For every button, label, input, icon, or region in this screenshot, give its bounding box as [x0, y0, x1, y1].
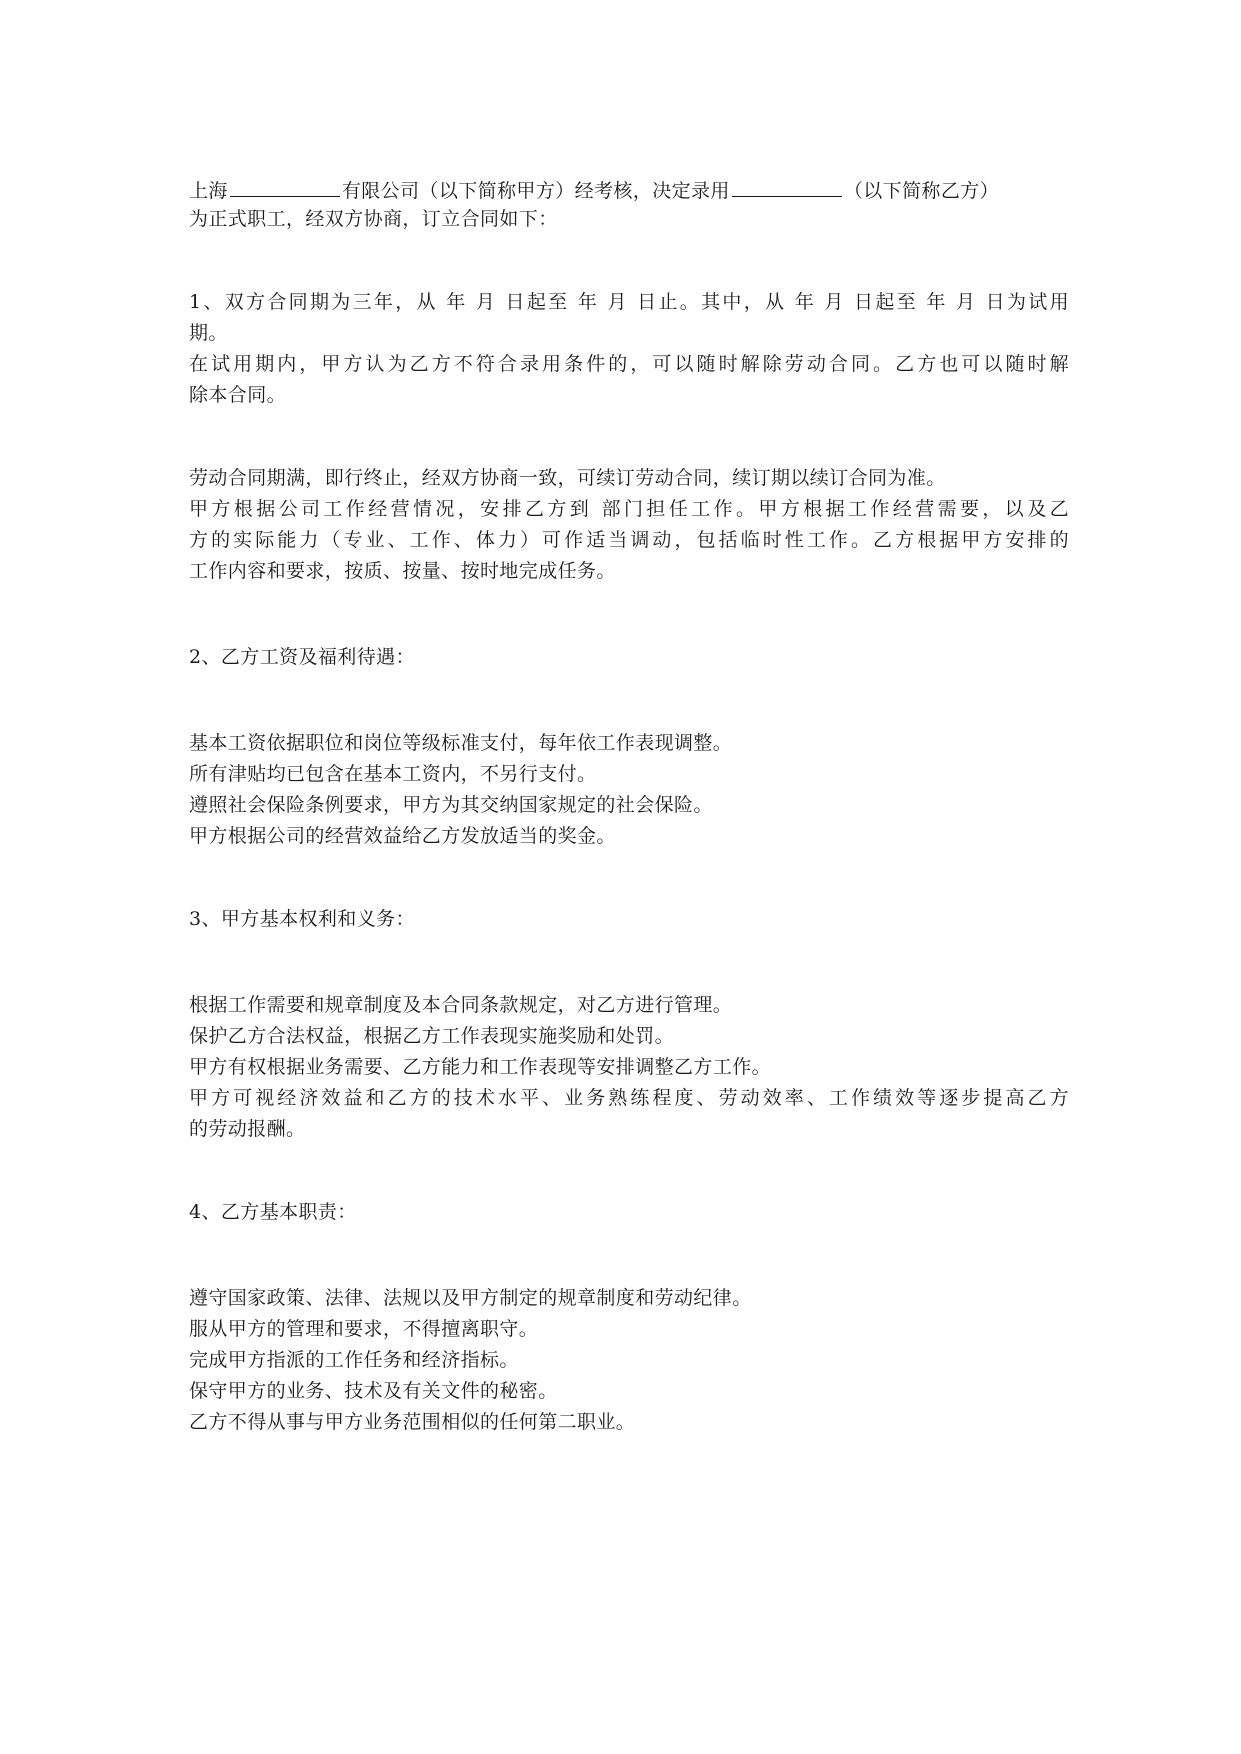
- intro-text-employee: （以下简称乙方）: [843, 180, 1000, 202]
- intro-text-company: 有限公司（以下简称甲方）经考核，决定录用: [341, 180, 730, 202]
- employee-name-blank: [732, 176, 842, 197]
- section3-item-3: 甲方有权根据业务需要、乙方能力和工作表现等安排调整乙方工作。: [189, 1056, 772, 1078]
- section4-item-3: 完成甲方指派的工作任务和经济指标。: [189, 1349, 519, 1371]
- section2-item-3: 遵照社会保险条例要求，甲方为其交纳国家规定的社会保险。: [189, 794, 713, 816]
- intro-text-city: 上海: [189, 180, 228, 202]
- section3-item-1: 根据工作需要和规章制度及本合同条款规定，对乙方进行管理。: [189, 994, 733, 1016]
- section4-item-2: 服从甲方的管理和要求，不得擅离职守。: [189, 1318, 539, 1340]
- section1-line-3: 在试用期内，甲方认为乙方不符合录用条件的，可以随时解除劳动合同。乙方也可以随时解: [189, 353, 1069, 375]
- section1-line-7: 方的实际能力（专业、工作、体力）可作适当调动，包括临时性工作。乙方根据甲方安排的: [189, 529, 1069, 551]
- section1-line-5: 劳动合同期满，即行终止，经双方协商一致，可续订劳动合同，续订期以续订合同为准。: [189, 467, 946, 489]
- company-name-blank: [230, 176, 340, 197]
- section3-item-4: 甲方可视经济效益和乙方的技术水平、业务熟练程度、劳动效率、工作绩效等逐步提高乙方: [189, 1087, 1069, 1109]
- section4-item-5: 乙方不得从事与甲方业务范围相似的任何第二职业。: [189, 1411, 636, 1433]
- section1-line-1: 1、双方合同期为三年，从 年 月 日起至 年 月 日止。其中，从 年 月 日起至 年 月 日为试用: [189, 291, 1069, 313]
- section2-item-4: 甲方根据公司的经营效益给乙方发放适当的奖金。: [189, 825, 616, 847]
- section3-item-2: 保护乙方合法权益，根据乙方工作表现实施奖励和处罚。: [189, 1025, 675, 1047]
- section2-item-2: 所有津贴均已包含在基本工资内，不另行支付。: [189, 763, 597, 785]
- intro-line-1: [189, 176, 1069, 203]
- section4-item-4: 保守甲方的业务、技术及有关文件的秘密。: [189, 1380, 558, 1402]
- section2-item-1: 基本工资依据职位和岗位等级标准支付，每年依工作表现调整。: [189, 732, 733, 754]
- section4-heading: 4、乙方基本职责：: [189, 1201, 357, 1223]
- section1-line-6: 甲方根据公司工作经营情况，安排乙方到 部门担任工作。甲方根据工作经营需要，以及乙: [189, 498, 1069, 520]
- section3-item-5: 的劳动报酬。: [189, 1118, 306, 1140]
- section2-heading: 2、乙方工资及福利待遇：: [189, 646, 415, 668]
- section1-line-8: 工作内容和要求，按质、按量、按时地完成任务。: [189, 560, 616, 582]
- section1-line-4: 除本合同。: [189, 384, 287, 406]
- section3-heading: 3、甲方基本权利和义务：: [189, 908, 415, 930]
- section4-item-1: 遵守国家政策、法律、法规以及甲方制定的规章制度和劳动纪律。: [189, 1287, 752, 1309]
- intro-line-2: 为正式职工，经双方协商，订立合同如下：: [189, 208, 558, 230]
- section1-line-2: 期。: [189, 322, 228, 344]
